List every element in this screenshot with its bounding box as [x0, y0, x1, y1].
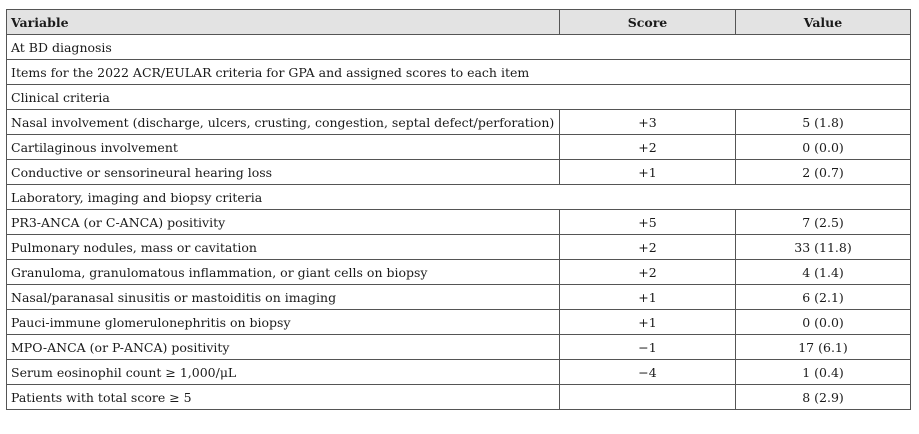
- table-row: [7, 235, 911, 260]
- value-cell: 0 (0.0): [736, 310, 911, 335]
- variable-cell: Serum eosinophil count ≥ 1,000/μL: [7, 360, 560, 385]
- variable-cell: Patients with total score ≥ 5: [7, 385, 560, 410]
- variable-cell: Pulmonary nodules, mass or cavitation: [7, 235, 560, 260]
- value-cell: 33 (11.8): [736, 235, 911, 260]
- table-row: [7, 285, 911, 310]
- value-cell: 17 (6.1): [736, 335, 911, 360]
- score-cell: +1: [560, 310, 736, 335]
- variable-cell: Nasal/paranasal sinusitis or mastoiditis on imaging: [7, 285, 560, 310]
- section-row: [7, 60, 911, 85]
- score-cell: +5: [560, 210, 736, 235]
- variable-cell: Conductive or sensorineural hearing loss: [7, 160, 560, 185]
- section-row: [7, 85, 911, 110]
- value-cell: 2 (0.7): [736, 160, 911, 185]
- section-row: [7, 35, 911, 60]
- value-cell: 8 (2.9): [736, 385, 911, 410]
- header-row: [7, 10, 911, 35]
- header-value: Value: [736, 10, 911, 35]
- score-cell: −1: [560, 335, 736, 360]
- table-row: [7, 260, 911, 285]
- variable-cell: Pauci-immune glomerulonephritis on biopsy: [7, 310, 560, 335]
- variable-cell: Granuloma, granulomatous inflammation, or giant cells on biopsy: [7, 260, 560, 285]
- score-cell: +1: [560, 285, 736, 310]
- table-row: [7, 385, 911, 410]
- score-cell: [560, 385, 736, 410]
- table-row: [7, 135, 911, 160]
- value-cell: 6 (2.1): [736, 285, 911, 310]
- section-label: Laboratory, imaging and biopsy criteria: [7, 185, 911, 210]
- table-body: [7, 35, 911, 410]
- table-row: [7, 110, 911, 135]
- table-container: [6, 9, 910, 410]
- score-cell: −4: [560, 360, 736, 385]
- header-score: Score: [560, 10, 736, 35]
- value-cell: 1 (0.4): [736, 360, 911, 385]
- score-cell: +2: [560, 235, 736, 260]
- value-cell: 0 (0.0): [736, 135, 911, 160]
- table-row: [7, 360, 911, 385]
- table-header: [7, 10, 911, 35]
- section-label: Clinical criteria: [7, 85, 911, 110]
- table-row: [7, 335, 911, 360]
- score-cell: +2: [560, 260, 736, 285]
- table-row: [7, 310, 911, 335]
- variable-cell: PR3-ANCA (or C-ANCA) positivity: [7, 210, 560, 235]
- score-cell: +1: [560, 160, 736, 185]
- value-cell: 4 (1.4): [736, 260, 911, 285]
- section-label: At BD diagnosis: [7, 35, 911, 60]
- variable-cell: MPO-ANCA (or P-ANCA) positivity: [7, 335, 560, 360]
- table-row: [7, 210, 911, 235]
- value-cell: 7 (2.5): [736, 210, 911, 235]
- section-row: [7, 185, 911, 210]
- score-cell: +3: [560, 110, 736, 135]
- section-label: Items for the 2022 ACR/EULAR criteria for GPA and assigned scores to each item: [7, 60, 911, 85]
- gpa-criteria-table: [6, 9, 911, 410]
- score-cell: +2: [560, 135, 736, 160]
- value-cell: 5 (1.8): [736, 110, 911, 135]
- header-variable: Variable: [7, 10, 560, 35]
- variable-cell: Nasal involvement (discharge, ulcers, crusting, congestion, septal defect/perforation): [7, 110, 560, 135]
- table-row: [7, 160, 911, 185]
- variable-cell: Cartilaginous involvement: [7, 135, 560, 160]
